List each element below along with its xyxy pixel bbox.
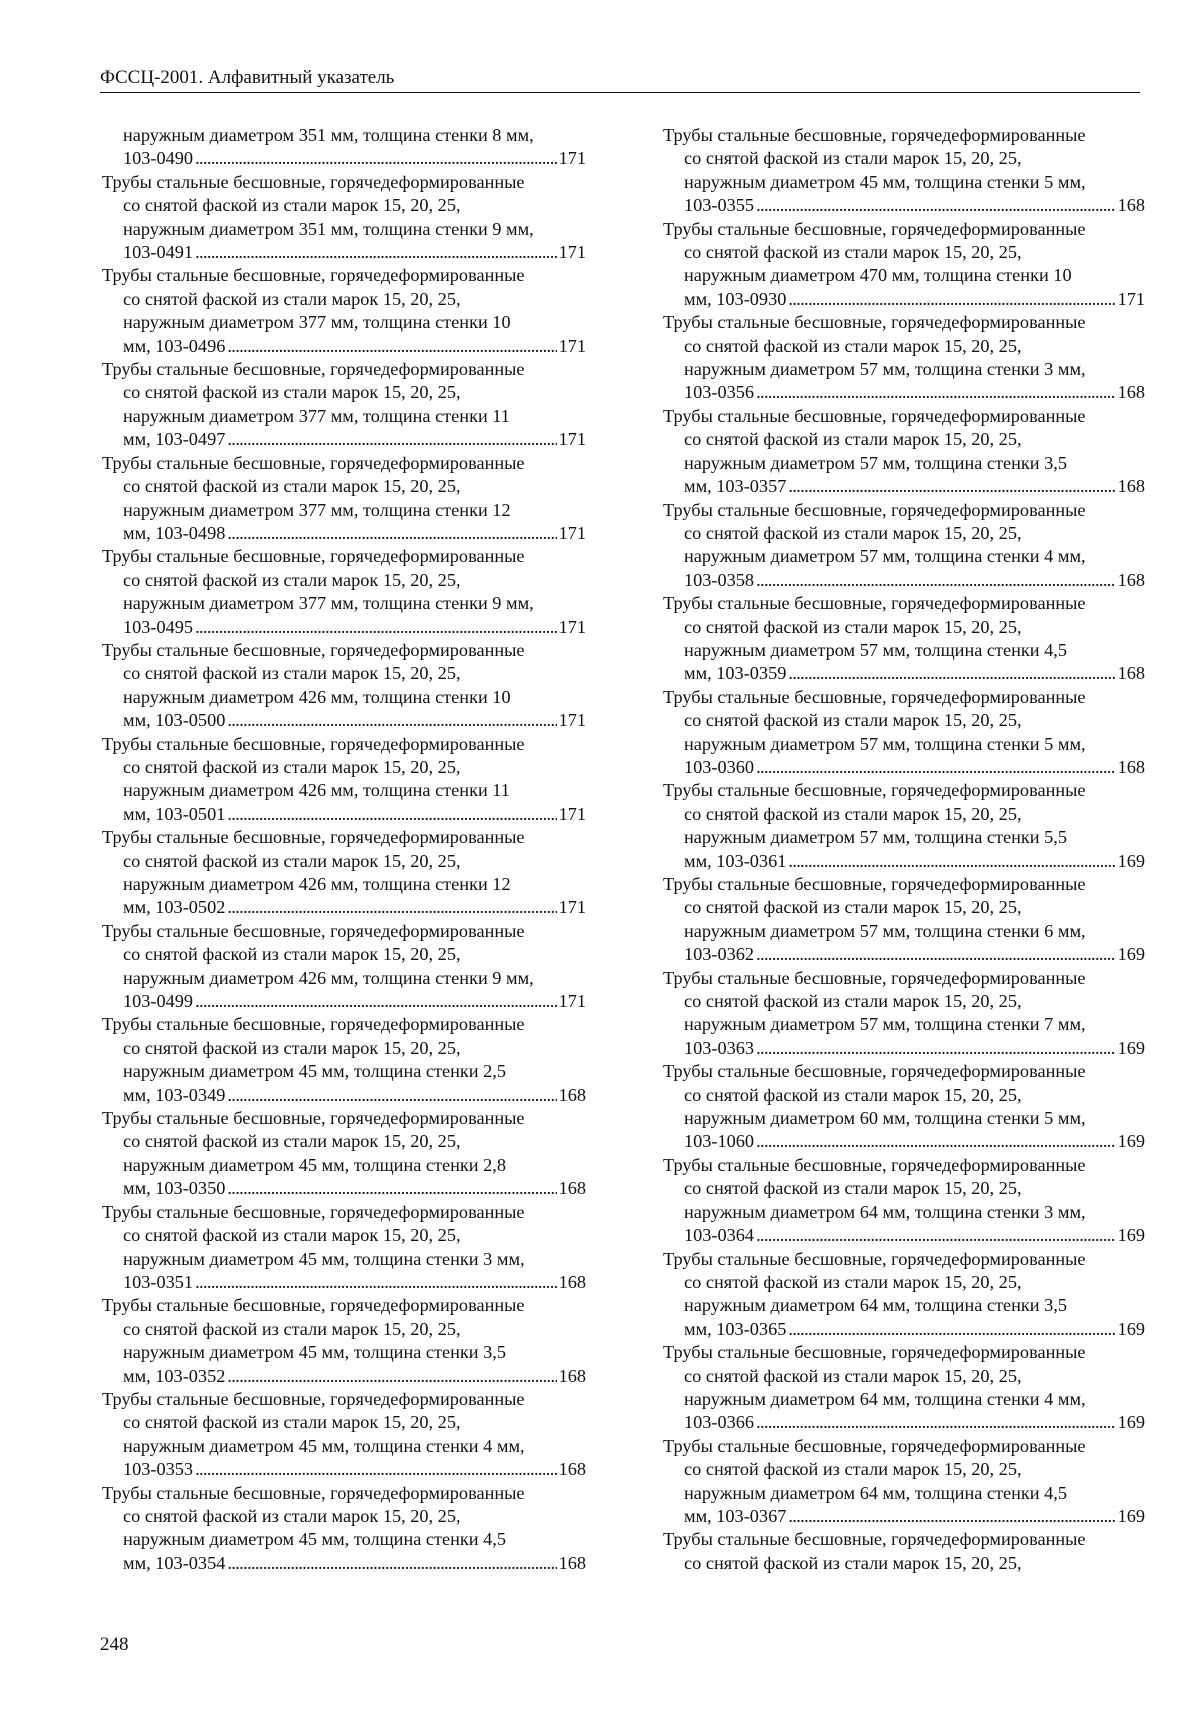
entry-text-line: со снятой фаской из стали марок 15, 20, 25, xyxy=(684,1084,1022,1105)
index-entry xyxy=(102,733,586,827)
index-entry xyxy=(102,1294,586,1388)
index-entry xyxy=(102,452,586,546)
entry-reference-line xyxy=(663,850,1145,873)
entry-code: мм, 103-0930 xyxy=(684,288,787,309)
entry-text-line: со снятой фаской из стали марок 15, 20, 25, xyxy=(684,616,1022,637)
entry-text-line: со снятой фаской из стали марок 15, 20, 25, xyxy=(684,1178,1022,1199)
index-entry xyxy=(663,1528,1145,1575)
entry-reference-line xyxy=(102,428,586,451)
entry-text-line: со снятой фаской из стали марок 15, 20, 25, xyxy=(123,944,461,965)
entry-text-line: наружным диаметром 351 мм, толщина стенки 8 мм, xyxy=(123,125,534,145)
entry-page-ref: 168 xyxy=(558,1084,586,1105)
entry-reference-line xyxy=(663,381,1145,404)
entry-reference-line xyxy=(663,1130,1145,1153)
dot-leader xyxy=(756,381,1116,404)
entry-text-line: со снятой фаской из стали марок 15, 20, 25, xyxy=(123,1131,461,1152)
dot-leader xyxy=(756,943,1116,966)
entry-title-line: Трубы стальные бесшовные, горячедеформированные xyxy=(663,1342,1086,1363)
dot-leader xyxy=(227,1177,556,1200)
index-entry xyxy=(102,1201,586,1295)
entry-reference-line xyxy=(102,990,586,1013)
entry-reference-line xyxy=(102,522,586,545)
entry-title-line: Трубы стальные бесшовные, горячедеформированные xyxy=(102,1388,525,1409)
entry-page-ref: 169 xyxy=(1117,1505,1145,1526)
index-entry xyxy=(102,639,586,733)
entry-title-line: Трубы стальные бесшовные, горячедеформированные xyxy=(663,1154,1086,1175)
index-entry xyxy=(102,920,586,1014)
entry-reference-line xyxy=(102,241,586,264)
entry-title-line: Трубы стальные бесшовные, горячедеформированные xyxy=(663,1248,1086,1269)
entry-title-line: Трубы стальные бесшовные, горячедеформированные xyxy=(102,639,525,660)
entry-code: 103-0366 xyxy=(684,1412,755,1433)
entry-title-line: Трубы стальные бесшовные, горячедеформированные xyxy=(663,1435,1086,1456)
entry-text-line: наружным диаметром 57 мм, толщина стенки 3,5 xyxy=(684,452,1068,473)
dot-leader xyxy=(195,990,557,1013)
entry-text-line: наружным диаметром 57 мм, толщина стенки 4,5 xyxy=(684,639,1068,660)
entry-title-line: Трубы стальные бесшовные, горячедеформированные xyxy=(663,405,1086,426)
entry-page-ref: 168 xyxy=(1117,756,1145,777)
dot-leader xyxy=(788,1318,1115,1341)
index-entry xyxy=(663,124,1145,218)
entry-title-line: Трубы стальные бесшовные, горячедеформированные xyxy=(102,1201,525,1222)
index-entry xyxy=(102,124,586,171)
entry-title-line: Трубы стальные бесшовные, горячедеформированные xyxy=(663,125,1086,145)
entry-text-line: наружным диаметром 377 мм, толщина стенки 10 xyxy=(123,312,511,333)
dot-leader xyxy=(756,1224,1116,1247)
entry-text-line: наружным диаметром 426 мм, толщина стенки 11 xyxy=(123,780,510,801)
entry-reference-line xyxy=(663,1411,1145,1434)
index-entry xyxy=(663,499,1145,593)
index-entry xyxy=(663,405,1145,499)
entry-page-ref: 169 xyxy=(1117,1318,1145,1339)
dot-leader xyxy=(788,288,1115,311)
index-entry xyxy=(102,1482,586,1576)
entry-code: 103-0491 xyxy=(123,242,194,263)
entry-reference-line xyxy=(102,147,586,170)
entry-text-line: со снятой фаской из стали марок 15, 20, 25, xyxy=(684,522,1022,543)
entry-reference-line xyxy=(102,1177,586,1200)
entry-text-line: со снятой фаской из стали марок 15, 20, 25, xyxy=(684,897,1022,918)
entry-page-ref: 169 xyxy=(1117,1037,1145,1058)
entry-text-line: со снятой фаской из стали марок 15, 20, 25, xyxy=(684,1271,1022,1292)
entry-reference-line xyxy=(102,709,586,732)
entry-page-ref: 168 xyxy=(558,1178,586,1199)
entry-text-line: наружным диаметром 45 мм, толщина стенки 4,5 xyxy=(123,1529,507,1550)
entry-code: 103-0356 xyxy=(684,382,755,403)
entry-text-line: наружным диаметром 57 мм, толщина стенки 7 мм, xyxy=(684,1014,1086,1035)
entry-title-line: Трубы стальные бесшовные, горячедеформированные xyxy=(663,1529,1086,1550)
index-entry xyxy=(663,1060,1145,1154)
dot-leader xyxy=(788,850,1115,873)
entry-page-ref: 169 xyxy=(1117,850,1145,871)
entry-reference-line xyxy=(663,1224,1145,1247)
entry-page-ref: 171 xyxy=(558,710,586,731)
dot-leader xyxy=(227,896,556,919)
entry-page-ref: 168 xyxy=(558,1552,586,1573)
entry-text-line: наружным диаметром 45 мм, толщина стенки 2,5 xyxy=(123,1061,507,1082)
entry-page-ref: 171 xyxy=(558,242,586,263)
index-entry xyxy=(663,218,1145,312)
dot-leader xyxy=(195,147,557,170)
dot-leader xyxy=(227,1552,556,1575)
entry-page-ref: 171 xyxy=(558,803,586,824)
entry-text-line: наружным диаметром 64 мм, толщина стенки 3 мм, xyxy=(684,1201,1086,1222)
entry-page-ref: 171 xyxy=(558,429,586,450)
entry-text-line: со снятой фаской из стали марок 15, 20, 25, xyxy=(684,710,1022,731)
entry-text-line: наружным диаметром 45 мм, толщина стенки 3,5 xyxy=(123,1342,507,1363)
entry-text-line: со снятой фаской из стали марок 15, 20, 25, xyxy=(123,476,461,497)
entry-text-line: со снятой фаской из стали марок 15, 20, 25, xyxy=(684,1365,1022,1386)
index-column-right xyxy=(663,124,1145,1575)
page-number: 248 xyxy=(100,1634,129,1655)
entry-title-line: Трубы стальные бесшовные, горячедеформированные xyxy=(102,733,525,754)
entry-code: 103-1060 xyxy=(684,1131,755,1152)
dot-leader xyxy=(227,1084,556,1107)
entry-title-line: Трубы стальные бесшовные, горячедеформированные xyxy=(102,171,525,192)
entry-reference-line xyxy=(663,475,1145,498)
entry-text-line: со снятой фаской из стали марок 15, 20, 25, xyxy=(123,1412,461,1433)
entry-text-line: наружным диаметром 57 мм, толщина стенки 5 мм, xyxy=(684,733,1086,754)
entry-code: 103-0362 xyxy=(684,944,755,965)
entry-text-line: наружным диаметром 45 мм, толщина стенки 5 мм, xyxy=(684,171,1086,192)
entry-page-ref: 169 xyxy=(1117,1412,1145,1433)
entry-code: мм, 103-0357 xyxy=(684,476,787,497)
index-entry xyxy=(663,779,1145,873)
entry-title-line: Трубы стальные бесшовные, горячедеформированные xyxy=(102,827,525,848)
entry-code: мм, 103-0354 xyxy=(123,1552,226,1573)
dot-leader xyxy=(756,1130,1116,1153)
entry-title-line: Трубы стальные бесшовные, горячедеформированные xyxy=(102,452,525,473)
dot-leader xyxy=(227,1365,556,1388)
entry-code: 103-0495 xyxy=(123,616,194,637)
entry-reference-line xyxy=(663,194,1145,217)
index-entry xyxy=(663,592,1145,686)
entry-text-line: наружным диаметром 351 мм, толщина стенки 9 мм, xyxy=(123,218,534,239)
entry-text-line: наружным диаметром 426 мм, толщина стенки 12 xyxy=(123,874,511,894)
entry-text-line: со снятой фаской из стали марок 15, 20, 25, xyxy=(684,1552,1022,1573)
entry-title-line: Трубы стальные бесшовные, горячедеформированные xyxy=(102,920,525,941)
entry-text-line: со снятой фаской из стали марок 15, 20, 25, xyxy=(684,148,1022,169)
entry-text-line: со снятой фаской из стали марок 15, 20, 25, xyxy=(123,569,461,590)
entry-text-line: со снятой фаской из стали марок 15, 20, 25, xyxy=(684,335,1022,356)
index-entry xyxy=(663,311,1145,405)
entry-reference-line xyxy=(663,1505,1145,1528)
entry-title-line: Трубы стальные бесшовные, горячедеформированные xyxy=(663,593,1086,614)
entry-reference-line xyxy=(663,662,1145,685)
entry-page-ref: 171 xyxy=(558,148,586,169)
entry-page-ref: 168 xyxy=(1117,569,1145,590)
entry-page-ref: 168 xyxy=(558,1271,586,1292)
entry-code: 103-0353 xyxy=(123,1459,194,1480)
entry-code: мм, 103-0501 xyxy=(123,803,226,824)
dot-leader xyxy=(756,569,1116,592)
index-entry xyxy=(102,545,586,639)
entry-title-line: Трубы стальные бесшовные, горячедеформированные xyxy=(102,1014,525,1035)
dot-leader xyxy=(756,194,1116,217)
entry-page-ref: 168 xyxy=(558,1365,586,1386)
entry-text-line: наружным диаметром 64 мм, толщина стенки 4,5 xyxy=(684,1482,1068,1503)
entry-title-line: Трубы стальные бесшовные, горячедеформированные xyxy=(102,546,525,567)
entry-page-ref: 168 xyxy=(558,1459,586,1480)
entry-text-line: наружным диаметром 64 мм, толщина стенки 3,5 xyxy=(684,1295,1068,1316)
index-entry xyxy=(102,171,586,265)
entry-title-line: Трубы стальные бесшовные, горячедеформированные xyxy=(102,1108,525,1129)
dot-leader xyxy=(227,709,556,732)
entry-reference-line xyxy=(102,803,586,826)
index-entry xyxy=(663,1248,1145,1342)
entry-reference-line xyxy=(663,1318,1145,1341)
entry-text-line: со снятой фаской из стали марок 15, 20, 25, xyxy=(684,803,1022,824)
entry-text-line: наружным диаметром 57 мм, толщина стенки 3 мм, xyxy=(684,359,1086,380)
entry-text-line: со снятой фаской из стали марок 15, 20, 25, xyxy=(123,1225,461,1246)
running-header: ФССЦ-2001. Алфавитный указатель xyxy=(100,66,1140,93)
index-entry xyxy=(663,1435,1145,1529)
entry-title-line: Трубы стальные бесшовные, горячедеформированные xyxy=(663,312,1086,333)
entry-title-line: Трубы стальные бесшовные, горячедеформированные xyxy=(102,359,525,380)
entry-page-ref: 171 xyxy=(1117,288,1145,309)
entry-text-line: со снятой фаской из стали марок 15, 20, 25, xyxy=(123,1318,461,1339)
entry-code: мм, 103-0349 xyxy=(123,1084,226,1105)
index-entry xyxy=(102,1013,586,1107)
entry-text-line: со снятой фаской из стали марок 15, 20, 25, xyxy=(684,429,1022,450)
entry-text-line: со снятой фаской из стали марок 15, 20, 25, xyxy=(684,242,1022,263)
entry-code: 103-0363 xyxy=(684,1037,755,1058)
index-entry xyxy=(663,1154,1145,1248)
dot-leader xyxy=(788,1505,1115,1528)
entry-code: 103-0360 xyxy=(684,756,755,777)
entry-text-line: со снятой фаской из стали марок 15, 20, 25, xyxy=(684,991,1022,1012)
entry-page-ref: 171 xyxy=(558,991,586,1012)
entry-reference-line xyxy=(102,335,586,358)
entry-code: мм, 103-0350 xyxy=(123,1178,226,1199)
entry-page-ref: 168 xyxy=(1117,663,1145,684)
entry-text-line: со снятой фаской из стали марок 15, 20, 25, xyxy=(123,1505,461,1526)
entry-page-ref: 171 xyxy=(558,616,586,637)
entry-text-line: со снятой фаской из стали марок 15, 20, 25, xyxy=(123,382,461,403)
entry-text-line: наружным диаметром 426 мм, толщина стенки 10 xyxy=(123,686,511,707)
index-column-left xyxy=(102,124,586,1575)
entry-page-ref: 169 xyxy=(1117,1225,1145,1246)
entry-code: мм, 103-0365 xyxy=(684,1318,787,1339)
entry-text-line: наружным диаметром 426 мм, толщина стенки 9 мм, xyxy=(123,967,534,988)
entry-text-line: со снятой фаской из стали марок 15, 20, 25, xyxy=(123,850,461,871)
entry-page-ref: 171 xyxy=(558,522,586,543)
entry-text-line: наружным диаметром 64 мм, толщина стенки 4 мм, xyxy=(684,1388,1086,1409)
entry-reference-line xyxy=(663,569,1145,592)
dot-leader xyxy=(756,1037,1116,1060)
entry-page-ref: 168 xyxy=(1117,195,1145,216)
entry-title-line: Трубы стальные бесшовные, горячедеформированные xyxy=(663,1061,1086,1082)
entry-code: 103-0364 xyxy=(684,1225,755,1246)
index-entry xyxy=(102,358,586,452)
entry-reference-line xyxy=(102,1365,586,1388)
entry-code: мм, 103-0361 xyxy=(684,850,787,871)
entry-reference-line xyxy=(102,1084,586,1107)
dot-leader xyxy=(195,1271,557,1294)
entry-text-line: наружным диаметром 57 мм, толщина стенки 4 мм, xyxy=(684,546,1086,567)
entry-code: мм, 103-0359 xyxy=(684,663,787,684)
index-entry xyxy=(663,873,1145,967)
entry-text-line: со снятой фаской из стали марок 15, 20, 25, xyxy=(123,756,461,777)
entry-title-line: Трубы стальные бесшовные, горячедеформированные xyxy=(663,780,1086,801)
dot-leader xyxy=(195,241,557,264)
entry-reference-line xyxy=(663,1037,1145,1060)
dot-leader xyxy=(756,756,1116,779)
entry-page-ref: 168 xyxy=(1117,476,1145,497)
entry-reference-line xyxy=(102,1552,586,1575)
entry-page-ref: 171 xyxy=(558,335,586,356)
entry-text-line: наружным диаметром 377 мм, толщина стенки 12 xyxy=(123,499,511,520)
entry-text-line: наружным диаметром 377 мм, толщина стенки 11 xyxy=(123,405,510,426)
dot-leader xyxy=(788,475,1115,498)
entry-title-line: Трубы стальные бесшовные, горячедеформированные xyxy=(663,686,1086,707)
dot-leader xyxy=(227,522,556,545)
entry-text-line: наружным диаметром 377 мм, толщина стенки 9 мм, xyxy=(123,593,534,614)
entry-text-line: со снятой фаской из стали марок 15, 20, 25, xyxy=(123,663,461,684)
entry-title-line: Трубы стальные бесшовные, горячедеформированные xyxy=(663,874,1086,894)
entry-text-line: наружным диаметром 45 мм, толщина стенки 3 мм, xyxy=(123,1248,525,1269)
entry-page-ref: 169 xyxy=(1117,1131,1145,1152)
entry-title-line: Трубы стальные бесшовные, горячедеформированные xyxy=(663,218,1086,239)
entry-text-line: со снятой фаской из стали марок 15, 20, 25, xyxy=(684,1459,1022,1480)
entry-code: 103-0355 xyxy=(684,195,755,216)
index-entry xyxy=(663,1341,1145,1435)
dot-leader xyxy=(756,1411,1116,1434)
entry-text-line: со снятой фаской из стали марок 15, 20, 25, xyxy=(123,288,461,309)
entry-code: 103-0351 xyxy=(123,1271,194,1292)
entry-reference-line xyxy=(663,756,1145,779)
dot-leader xyxy=(195,616,557,639)
index-entry xyxy=(102,1107,586,1201)
index-entry xyxy=(663,686,1145,780)
entry-text-line: наружным диаметром 470 мм, толщина стенки 10 xyxy=(684,265,1072,286)
dot-leader xyxy=(227,335,556,358)
entry-title-line: Трубы стальные бесшовные, горячедеформированные xyxy=(663,967,1086,988)
entry-code: 103-0358 xyxy=(684,569,755,590)
entry-reference-line xyxy=(663,943,1145,966)
entry-code: мм, 103-0498 xyxy=(123,522,226,543)
entry-page-ref: 168 xyxy=(1117,382,1145,403)
entry-code: мм, 103-0352 xyxy=(123,1365,226,1386)
dot-leader xyxy=(227,803,556,826)
entry-code: мм, 103-0496 xyxy=(123,335,226,356)
dot-leader xyxy=(195,1458,557,1481)
entry-reference-line xyxy=(102,1458,586,1481)
entry-text-line: со снятой фаской из стали марок 15, 20, 25, xyxy=(123,195,461,216)
index-entry xyxy=(102,264,586,358)
dot-leader xyxy=(788,662,1115,685)
entry-title-line: Трубы стальные бесшовные, горячедеформированные xyxy=(102,265,525,286)
entry-page-ref: 169 xyxy=(1117,944,1145,965)
entry-reference-line xyxy=(102,1271,586,1294)
entry-code: 103-0490 xyxy=(123,148,194,169)
entry-title-line: Трубы стальные бесшовные, горячедеформированные xyxy=(102,1295,525,1316)
entry-code: мм, 103-0497 xyxy=(123,429,226,450)
entry-title-line: Трубы стальные бесшовные, горячедеформированные xyxy=(663,499,1086,520)
entry-reference-line xyxy=(102,896,586,919)
entry-title-line: Трубы стальные бесшовные, горячедеформированные xyxy=(102,1482,525,1503)
entry-code: мм, 103-0367 xyxy=(684,1505,787,1526)
entry-code: мм, 103-0502 xyxy=(123,897,226,918)
index-entry xyxy=(102,1388,586,1482)
entry-text-line: наружным диаметром 57 мм, толщина стенки 6 мм, xyxy=(684,920,1086,941)
index-entry xyxy=(663,967,1145,1061)
entry-text-line: наружным диаметром 57 мм, толщина стенки 5,5 xyxy=(684,827,1068,848)
entry-code: мм, 103-0500 xyxy=(123,710,226,731)
entry-reference-line xyxy=(663,288,1145,311)
entry-text-line: наружным диаметром 45 мм, толщина стенки 2,8 xyxy=(123,1154,507,1175)
entry-code: 103-0499 xyxy=(123,991,194,1012)
dot-leader xyxy=(227,428,556,451)
entry-reference-line xyxy=(102,616,586,639)
entry-page-ref: 171 xyxy=(558,897,586,918)
entry-text-line: со снятой фаской из стали марок 15, 20, 25, xyxy=(123,1037,461,1058)
index-entry xyxy=(102,826,586,920)
entry-text-line: наружным диаметром 60 мм, толщина стенки 5 мм, xyxy=(684,1108,1086,1129)
entry-text-line: наружным диаметром 45 мм, толщина стенки 4 мм, xyxy=(123,1435,525,1456)
